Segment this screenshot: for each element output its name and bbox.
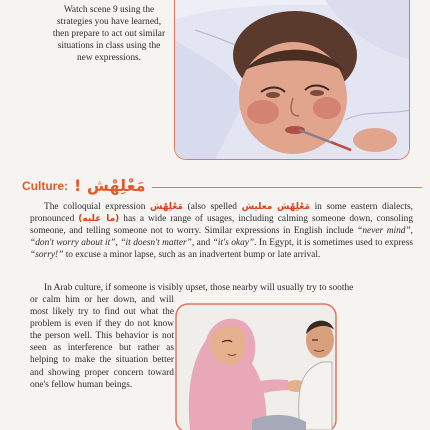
culture-paragraph-2-rest: or calm him or her down, and will most likely try to find out what the problem is even if they do not know the person well. This behavior is not seen as interference but rather as helping to make the situation better and showing proper concern toward one's fellow human beings. [30, 295, 174, 390]
english-expression: “it's okay” [212, 238, 255, 249]
sick-boy-drawing [175, 0, 410, 160]
conversation-drawing [172, 300, 430, 430]
culture-paragraph-1 [30, 201, 413, 261]
sick-boy-illustration [174, 0, 410, 160]
para1-text: , [410, 226, 413, 237]
para1-text: , and [191, 238, 213, 249]
heading-rule [152, 187, 422, 189]
english-expression: “sorry!” [30, 250, 64, 261]
arabic-inline-3: معليش [241, 202, 273, 212]
para1-text: , [115, 238, 121, 249]
english-expression: “it doesn't matter” [120, 238, 192, 249]
english-expression: “never mind” [357, 226, 411, 237]
culture-label: Culture: [22, 178, 68, 193]
para1-text: The colloquial expression [44, 202, 150, 212]
para1-text: has a wide range of usages, including calming someone down, consoling someone, and telling someone not to worry. Similar expressions in English include [30, 214, 414, 237]
culture-heading [22, 176, 422, 195]
arabic-inline-2: مَعْلِهْش [276, 202, 310, 212]
conversation-illustration [172, 300, 430, 430]
arabic-inline-4: (ما عليه) [78, 214, 120, 225]
para1-text: (also spelled [183, 202, 242, 212]
para1-text: in some eastern dialects, pronounced [30, 202, 413, 225]
culture-paragraph-2-line1: In Arab culture, if someone is visibly upset, those nearby will usually try to soothe [44, 283, 354, 293]
culture-arabic-title: مَعْلِهْش ! [74, 176, 146, 195]
english-expression: “don't worry about it” [30, 238, 116, 249]
arabic-inline-1: مَعْلِهْش [150, 202, 183, 212]
para1-text: . In Egypt, it is sometimes used to express [254, 238, 413, 249]
para1-text: to excuse a minor lapse, such as an inadvertent bump or late arrival. [63, 250, 321, 261]
intro-text: Watch scene 9 using the strategies you have learned, then prepare to act out similar situations in class using the new expressions. [52, 5, 166, 64]
